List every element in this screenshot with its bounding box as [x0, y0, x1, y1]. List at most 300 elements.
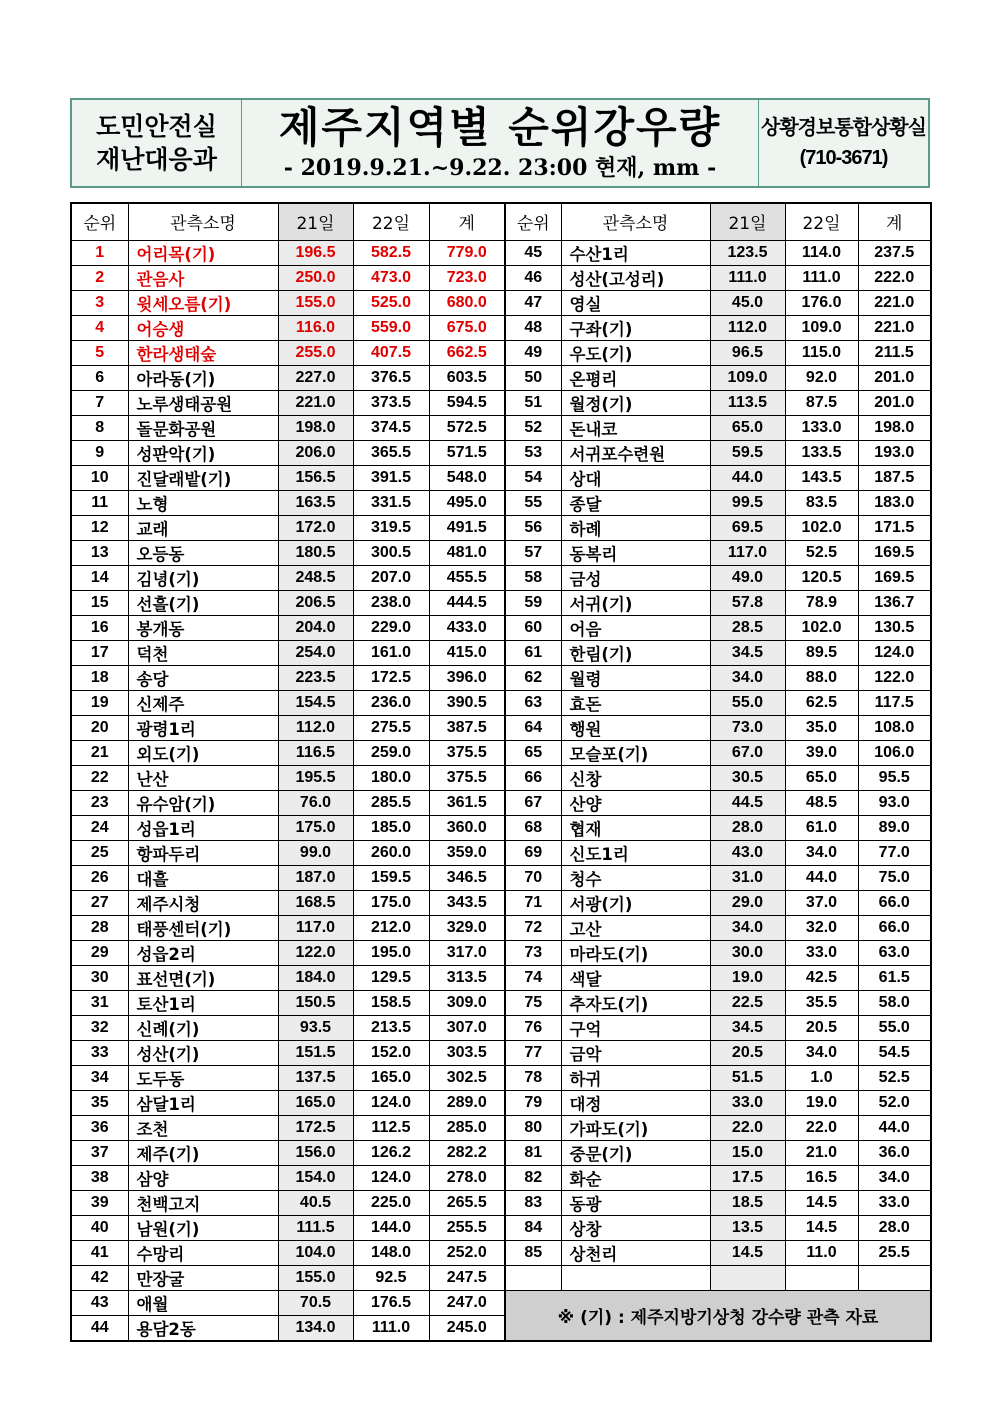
left-day21-value: 250.0: [278, 265, 353, 290]
left-station-name: 돌문화공원: [128, 415, 278, 440]
right-total-value: 34.0: [858, 1165, 931, 1190]
right-rank: 82: [505, 1165, 561, 1190]
right-rank: 74: [505, 965, 561, 990]
right-station-name: 동복리: [561, 540, 710, 565]
left-rank: 21: [71, 740, 128, 765]
right-rank: 49: [505, 340, 561, 365]
left-rank: 43: [71, 1290, 128, 1315]
table-row: [71, 765, 931, 790]
table-row: [71, 1290, 931, 1315]
right-day21-value: 109.0: [710, 365, 785, 390]
left-rank: 17: [71, 640, 128, 665]
right-day21-value: 99.5: [710, 490, 785, 515]
right-day22-value: 37.0: [785, 890, 858, 915]
right-station-name: 월정(기): [561, 390, 710, 415]
left-day22-value: 185.0: [353, 815, 429, 840]
left-station-name: 삼달1리: [128, 1090, 278, 1115]
right-rank: 53: [505, 440, 561, 465]
left-total-value: 396.0: [429, 665, 505, 690]
office-name: 상황경보통합상황실: [761, 117, 926, 139]
left-total-value: 444.5: [429, 590, 505, 615]
left-day22-value: 285.5: [353, 790, 429, 815]
table-row: [71, 640, 931, 665]
left-day21-value: 206.0: [278, 440, 353, 465]
right-station-name: 행원: [561, 715, 710, 740]
left-station-name: 관음사: [128, 265, 278, 290]
left-day22-value: 376.5: [353, 365, 429, 390]
table-row: [71, 840, 931, 865]
right-day22-value: 111.0: [785, 265, 858, 290]
left-day22-value: 158.5: [353, 990, 429, 1015]
left-total-value: 309.0: [429, 990, 505, 1015]
table-row: [71, 1015, 931, 1040]
right-day21-value: 34.5: [710, 1015, 785, 1040]
table-row: [71, 390, 931, 415]
right-station-name: 서귀(기): [561, 590, 710, 615]
right-rank: 71: [505, 890, 561, 915]
right-day21-value: 44.0: [710, 465, 785, 490]
right-rank: 45: [505, 240, 561, 265]
left-station-name: 표선면(기): [128, 965, 278, 990]
left-station-name: 토산1리: [128, 990, 278, 1015]
department-line-2: 재난대응과: [96, 145, 217, 174]
right-total-value: 130.5: [858, 615, 931, 640]
left-station-name: 남원(기): [128, 1215, 278, 1240]
table-row: [71, 340, 931, 365]
table-row: [71, 490, 931, 515]
left-rank: 13: [71, 540, 128, 565]
left-day22-value: 213.5: [353, 1015, 429, 1040]
left-day22-value: 161.0: [353, 640, 429, 665]
right-day21-value: 17.5: [710, 1165, 785, 1190]
right-total-value: 66.0: [858, 915, 931, 940]
right-station-name: 효돈: [561, 690, 710, 715]
left-day21-value: 196.5: [278, 240, 353, 265]
right-rank: 56: [505, 515, 561, 540]
left-day22-value: 152.0: [353, 1040, 429, 1065]
left-station-name: 도두동: [128, 1065, 278, 1090]
right-total-value: 237.5: [858, 240, 931, 265]
left-total-value: 723.0: [429, 265, 505, 290]
right-day22-value: 92.0: [785, 365, 858, 390]
right-station-name: 금악: [561, 1040, 710, 1065]
right-station-name: 돈내코: [561, 415, 710, 440]
header-total: 계: [429, 203, 505, 240]
right-day22-value: 42.5: [785, 965, 858, 990]
table-row: [71, 1065, 931, 1090]
left-total-value: 375.5: [429, 765, 505, 790]
right-rank: 81: [505, 1140, 561, 1165]
header-day21: 21일: [710, 203, 785, 240]
left-day22-value: 225.0: [353, 1190, 429, 1215]
right-day21-value: 43.0: [710, 840, 785, 865]
left-station-name: 성읍2리: [128, 940, 278, 965]
table-row: [71, 465, 931, 490]
left-total-value: 360.0: [429, 815, 505, 840]
right-day22-value: 78.9: [785, 590, 858, 615]
right-day21-value: 34.5: [710, 640, 785, 665]
left-day22-value: 238.0: [353, 590, 429, 615]
left-rank: 4: [71, 315, 128, 340]
right-station-name: 서광(기): [561, 890, 710, 915]
left-day22-value: 126.2: [353, 1140, 429, 1165]
left-day22-value: 374.5: [353, 415, 429, 440]
right-day22-value: 114.0: [785, 240, 858, 265]
right-total-value: 169.5: [858, 565, 931, 590]
left-day21-value: 195.5: [278, 765, 353, 790]
right-total-value: 106.0: [858, 740, 931, 765]
left-station-name: 봉개동: [128, 615, 278, 640]
table-row: [71, 240, 931, 265]
right-day22-value: 21.0: [785, 1140, 858, 1165]
left-station-name: 아라동(기): [128, 365, 278, 390]
header-day22: 22일: [353, 203, 429, 240]
left-station-name: 노루생태공원: [128, 390, 278, 415]
right-day22-value: 62.5: [785, 690, 858, 715]
right-station-name: 구좌(기): [561, 315, 710, 340]
left-day21-value: 156.5: [278, 465, 353, 490]
table-row: [71, 290, 931, 315]
table-row: [71, 1115, 931, 1140]
left-rank: 32: [71, 1015, 128, 1040]
left-rank: 11: [71, 490, 128, 515]
left-rank: 23: [71, 790, 128, 815]
table-row: [71, 1140, 931, 1165]
table-row: [71, 740, 931, 765]
department-line-1: 도민안전실: [96, 112, 217, 141]
right-station-name: 화순: [561, 1165, 710, 1190]
right-station-name: 월령: [561, 665, 710, 690]
left-day21-value: 112.0: [278, 715, 353, 740]
left-day22-value: 407.5: [353, 340, 429, 365]
left-day21-value: 116.5: [278, 740, 353, 765]
right-day22-value: 65.0: [785, 765, 858, 790]
left-total-value: 307.0: [429, 1015, 505, 1040]
left-station-name: 신례(기): [128, 1015, 278, 1040]
right-total-value: 63.0: [858, 940, 931, 965]
table-row: [71, 940, 931, 965]
left-rank: 39: [71, 1190, 128, 1215]
left-rank: 5: [71, 340, 128, 365]
left-rank: 10: [71, 465, 128, 490]
left-station-name: 성산(기): [128, 1040, 278, 1065]
table-row: [71, 590, 931, 615]
left-day22-value: 229.0: [353, 615, 429, 640]
right-day21-value: 20.5: [710, 1040, 785, 1065]
right-day22-value: 44.0: [785, 865, 858, 890]
left-day21-value: 180.5: [278, 540, 353, 565]
left-station-name: 노형: [128, 490, 278, 515]
right-day22-value: 83.5: [785, 490, 858, 515]
left-day21-value: 70.5: [278, 1290, 353, 1315]
right-total-value: 58.0: [858, 990, 931, 1015]
left-station-name: 신제주: [128, 690, 278, 715]
left-station-name: 수망리: [128, 1240, 278, 1265]
left-day21-value: 254.0: [278, 640, 353, 665]
left-day22-value: 525.0: [353, 290, 429, 315]
right-station-name: 산양: [561, 790, 710, 815]
table-row: [71, 1240, 931, 1265]
left-day21-value: 150.5: [278, 990, 353, 1015]
right-rank: 77: [505, 1040, 561, 1065]
table-row: [71, 540, 931, 565]
right-total-value: 201.0: [858, 390, 931, 415]
left-total-value: 571.5: [429, 440, 505, 465]
right-day21-value: 28.5: [710, 615, 785, 640]
right-day22-value: 115.0: [785, 340, 858, 365]
right-station-name: 종달: [561, 490, 710, 515]
table-row: [71, 440, 931, 465]
right-rank: 57: [505, 540, 561, 565]
left-day22-value: 176.5: [353, 1290, 429, 1315]
table-row: [71, 815, 931, 840]
left-total-value: 359.0: [429, 840, 505, 865]
left-rank: 38: [71, 1165, 128, 1190]
left-day21-value: 172.5: [278, 1115, 353, 1140]
table-row: [71, 415, 931, 440]
left-day22-value: 180.0: [353, 765, 429, 790]
left-station-name: 유수암(기): [128, 790, 278, 815]
left-total-value: 278.0: [429, 1165, 505, 1190]
left-total-value: 302.5: [429, 1065, 505, 1090]
right-total-value: 211.5: [858, 340, 931, 365]
table-row: [71, 1265, 931, 1290]
right-rank: 76: [505, 1015, 561, 1040]
table-row: [71, 665, 931, 690]
left-station-name: 제주시청: [128, 890, 278, 915]
right-rank: 73: [505, 940, 561, 965]
footnote: ※ (기) : 제주지방기상청 강수량 관측 자료: [505, 1290, 931, 1341]
left-total-value: 247.0: [429, 1290, 505, 1315]
right-day21-value: 67.0: [710, 740, 785, 765]
right-day22-value: 102.0: [785, 615, 858, 640]
right-rank: 52: [505, 415, 561, 440]
left-station-name: 어리목(기): [128, 240, 278, 265]
left-day21-value: 104.0: [278, 1240, 353, 1265]
right-station-name: 고산: [561, 915, 710, 940]
left-total-value: 680.0: [429, 290, 505, 315]
left-total-value: 346.5: [429, 865, 505, 890]
left-station-name: 천백고지: [128, 1190, 278, 1215]
left-rank: 28: [71, 915, 128, 940]
right-station-name: 성산(고성리): [561, 265, 710, 290]
empty-cell: [505, 1265, 561, 1290]
left-station-name: 교래: [128, 515, 278, 540]
right-rank: 70: [505, 865, 561, 890]
left-day22-value: 144.0: [353, 1215, 429, 1240]
left-day22-value: 373.5: [353, 390, 429, 415]
right-total-value: 77.0: [858, 840, 931, 865]
left-station-name: 애월: [128, 1290, 278, 1315]
left-rank: 40: [71, 1215, 128, 1240]
left-rank: 20: [71, 715, 128, 740]
header-box: [70, 98, 930, 188]
left-total-value: 548.0: [429, 465, 505, 490]
right-total-value: 201.0: [858, 365, 931, 390]
left-day22-value: 582.5: [353, 240, 429, 265]
right-day21-value: 30.0: [710, 940, 785, 965]
right-day22-value: 39.0: [785, 740, 858, 765]
right-total-value: 136.7: [858, 590, 931, 615]
right-day21-value: 31.0: [710, 865, 785, 890]
right-station-name: 색달: [561, 965, 710, 990]
right-station-name: 어음: [561, 615, 710, 640]
left-day22-value: 212.0: [353, 915, 429, 940]
left-day21-value: 248.5: [278, 565, 353, 590]
table-row: [71, 790, 931, 815]
left-day21-value: 116.0: [278, 315, 353, 340]
right-day21-value: 14.5: [710, 1240, 785, 1265]
left-total-value: 594.5: [429, 390, 505, 415]
left-day21-value: 175.0: [278, 815, 353, 840]
left-day21-value: 99.0: [278, 840, 353, 865]
right-day22-value: 87.5: [785, 390, 858, 415]
left-day21-value: 76.0: [278, 790, 353, 815]
right-day21-value: 117.0: [710, 540, 785, 565]
right-day21-value: 69.5: [710, 515, 785, 540]
right-station-name: 가파도(기): [561, 1115, 710, 1140]
left-rank: 24: [71, 815, 128, 840]
left-rank: 44: [71, 1315, 128, 1341]
left-day21-value: 134.0: [278, 1315, 353, 1341]
table-row: [71, 1190, 931, 1215]
left-station-name: 김녕(기): [128, 565, 278, 590]
left-station-name: 송당: [128, 665, 278, 690]
left-rank: 35: [71, 1090, 128, 1115]
left-day21-value: 184.0: [278, 965, 353, 990]
right-total-value: 25.5: [858, 1240, 931, 1265]
left-total-value: 343.5: [429, 890, 505, 915]
right-day22-value: 35.0: [785, 715, 858, 740]
left-day21-value: 156.0: [278, 1140, 353, 1165]
right-station-name: 구억: [561, 1015, 710, 1040]
right-station-name: 서귀포수련원: [561, 440, 710, 465]
left-day22-value: 159.5: [353, 865, 429, 890]
table-row: [71, 1090, 931, 1115]
right-day22-value: 52.5: [785, 540, 858, 565]
right-total-value: 122.0: [858, 665, 931, 690]
left-day22-value: 207.0: [353, 565, 429, 590]
left-rank: 22: [71, 765, 128, 790]
left-rank: 37: [71, 1140, 128, 1165]
empty-cell: [710, 1265, 785, 1290]
right-rank: 50: [505, 365, 561, 390]
right-day22-value: 48.5: [785, 790, 858, 815]
right-day22-value: 133.5: [785, 440, 858, 465]
right-day22-value: 16.5: [785, 1165, 858, 1190]
left-day21-value: 155.0: [278, 290, 353, 315]
table-row: [71, 990, 931, 1015]
right-rank: 46: [505, 265, 561, 290]
left-station-name: 만장굴: [128, 1265, 278, 1290]
left-total-value: 455.5: [429, 565, 505, 590]
left-rank: 34: [71, 1065, 128, 1090]
right-station-name: 협재: [561, 815, 710, 840]
left-rank: 15: [71, 590, 128, 615]
right-day21-value: 34.0: [710, 915, 785, 940]
table-row: [71, 865, 931, 890]
left-day22-value: 559.0: [353, 315, 429, 340]
right-rank: 61: [505, 640, 561, 665]
right-total-value: 198.0: [858, 415, 931, 440]
left-day21-value: 93.5: [278, 1015, 353, 1040]
right-total-value: 93.0: [858, 790, 931, 815]
table-row: [71, 615, 931, 640]
left-rank: 26: [71, 865, 128, 890]
table-row: [71, 1215, 931, 1240]
right-day21-value: 51.5: [710, 1065, 785, 1090]
table-row: [71, 715, 931, 740]
left-day21-value: 227.0: [278, 365, 353, 390]
right-day22-value: 33.0: [785, 940, 858, 965]
left-rank: 2: [71, 265, 128, 290]
right-day21-value: 18.5: [710, 1190, 785, 1215]
right-day21-value: 29.0: [710, 890, 785, 915]
right-day21-value: 55.0: [710, 690, 785, 715]
right-rank: 62: [505, 665, 561, 690]
left-day21-value: 198.0: [278, 415, 353, 440]
left-rank: 41: [71, 1240, 128, 1265]
table-row: [71, 690, 931, 715]
right-rank: 85: [505, 1240, 561, 1265]
right-day21-value: 45.0: [710, 290, 785, 315]
left-rank: 9: [71, 440, 128, 465]
left-total-value: 361.5: [429, 790, 505, 815]
right-station-name: 하례: [561, 515, 710, 540]
right-total-value: 36.0: [858, 1140, 931, 1165]
right-station-name: 동광: [561, 1190, 710, 1215]
right-total-value: 33.0: [858, 1190, 931, 1215]
right-day21-value: 15.0: [710, 1140, 785, 1165]
right-total-value: 124.0: [858, 640, 931, 665]
right-day22-value: 102.0: [785, 515, 858, 540]
right-day22-value: 14.5: [785, 1190, 858, 1215]
left-rank: 29: [71, 940, 128, 965]
right-day21-value: 28.0: [710, 815, 785, 840]
right-day21-value: 34.0: [710, 665, 785, 690]
right-day22-value: 61.0: [785, 815, 858, 840]
right-total-value: 193.0: [858, 440, 931, 465]
right-total-value: 221.0: [858, 315, 931, 340]
right-station-name: 상창: [561, 1215, 710, 1240]
left-day22-value: 473.0: [353, 265, 429, 290]
left-day22-value: 124.0: [353, 1165, 429, 1190]
right-station-name: 대정: [561, 1090, 710, 1115]
empty-cell: [561, 1265, 710, 1290]
right-day21-value: 49.0: [710, 565, 785, 590]
left-total-value: 265.5: [429, 1190, 505, 1215]
right-total-value: 183.0: [858, 490, 931, 515]
right-day22-value: 143.5: [785, 465, 858, 490]
left-total-value: 329.0: [429, 915, 505, 940]
right-rank: 80: [505, 1115, 561, 1140]
header-rank: 순위: [71, 203, 128, 240]
left-total-value: 313.5: [429, 965, 505, 990]
right-total-value: 54.5: [858, 1040, 931, 1065]
left-rank: 14: [71, 565, 128, 590]
table-row: [71, 565, 931, 590]
right-rank: 60: [505, 615, 561, 640]
table-row: [71, 1040, 931, 1065]
left-day22-value: 175.0: [353, 890, 429, 915]
right-station-name: 영실: [561, 290, 710, 315]
right-day21-value: 65.0: [710, 415, 785, 440]
left-rank: 31: [71, 990, 128, 1015]
right-day22-value: 133.0: [785, 415, 858, 440]
right-total-value: 61.5: [858, 965, 931, 990]
left-day21-value: 117.0: [278, 915, 353, 940]
rainfall-ranking-table: [70, 202, 932, 1342]
